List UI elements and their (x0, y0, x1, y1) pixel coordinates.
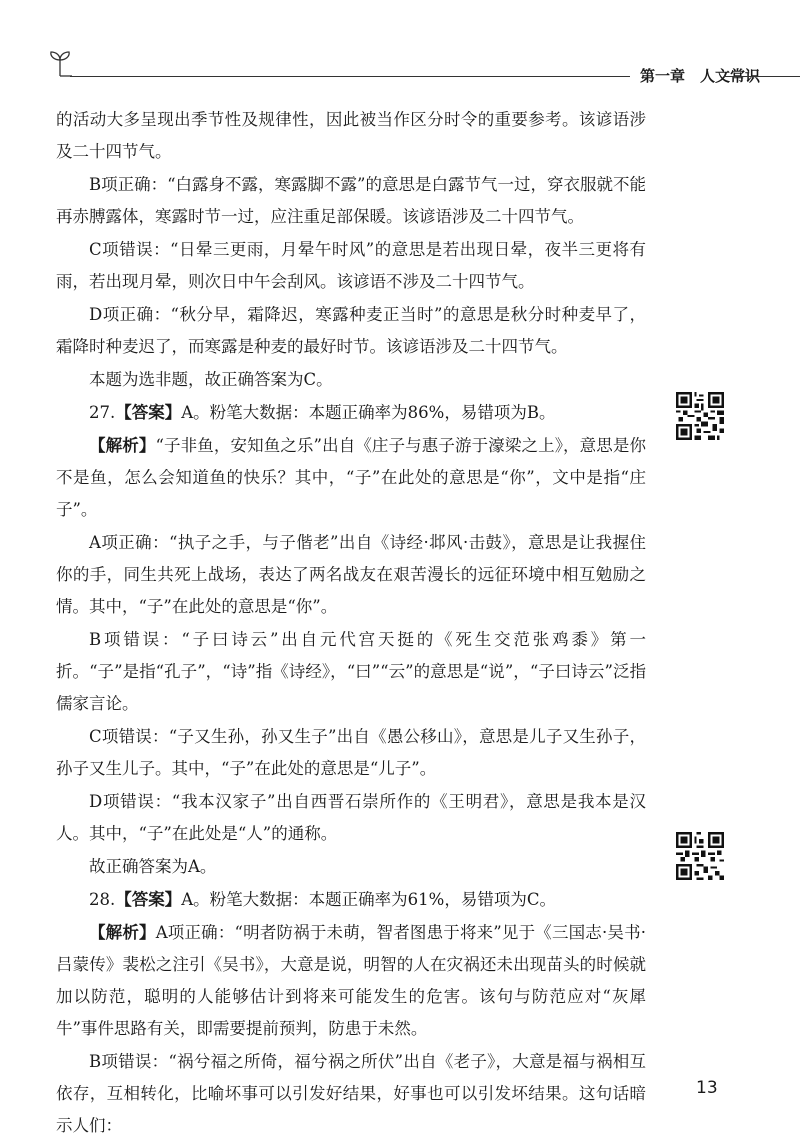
answer-conclusion: 本题为选非题，故正确答案为C。 (89, 370, 333, 389)
option-b-explanation: B项正确：“白露身不露，寒露脚不露”的意思是白露节气一过，穿衣服就不能再赤膊露体，寒露时节一过，应注重足部保暖。该谚语涉及二十四节气。 (56, 175, 646, 226)
q28-answer-tag: 【答案】 (115, 890, 182, 909)
q27-analysis-tag: 【解析】 (89, 436, 156, 455)
header-rule-left (70, 76, 630, 77)
q27-answer-tag: 【答案】 (115, 403, 182, 422)
page-body (56, 104, 646, 1143)
q27-analysis (56, 430, 646, 526)
q28-option-b: B项错误：“祸兮福之所倚，福兮祸之所伏”出自《老子》，大意是福与祸相互依存，互相转化，比喻坏事可以引发好结果，好事也可以引发坏结果。这句话暗示人们： (56, 1052, 646, 1135)
qr-code-icon[interactable] (676, 832, 724, 880)
q27-option-c: C项错误：“子又生孙，孙又生子”出自《愚公移山》，意思是儿子又生孙子，孙子又生儿子。其中，“子”在此处的意思是“儿子”。 (56, 727, 646, 778)
q28-answer: A。粉笔大数据：本题正确率为61%，易错项为C。 (181, 890, 556, 909)
q27-number: 27. (89, 403, 116, 422)
sprout-logo-icon (48, 48, 72, 82)
q27-final-answer: 故正确答案为A。 (89, 857, 217, 876)
q27-answer-line (56, 397, 646, 429)
chapter-title: 第一章 人文常识 (640, 67, 761, 85)
page-header (48, 48, 800, 88)
q27-answer: A。粉笔大数据：本题正确率为86%，易错项为B。 (181, 403, 556, 422)
page-number: 13 (696, 1078, 718, 1098)
q28-analysis (56, 917, 646, 1045)
q28-number: 28. (89, 890, 116, 909)
q28-analysis-text: A项正确：“明者防祸于未萌，智者图患于将来”见于《三国志·吴书·吕蒙传》裴松之注引《吴书》，大意是说，明智的人在灾祸还未出现苗头的时候就加以防范，聪明的人能够估计到将来可能发生的危害。该句与防范应对“灰犀牛”事件思路有关，即需要提前预判，防患于未然。 (56, 923, 647, 1038)
q27-option-d: D项错误：“我本汉家子”出自西晋石崇所作的《王明君》，意思是我本是汉人。其中，“子”在此处是“人”的通称。 (56, 792, 646, 843)
header-rule-right (724, 76, 800, 77)
option-c-explanation: C项错误：“日晕三更雨，月晕午时风”的意思是若出现日晕，夜半三更将有雨，若出现月晕，则次日中午会刮风。该谚语不涉及二十四节气。 (56, 240, 646, 291)
qr-code-icon[interactable] (676, 392, 724, 440)
q27-option-b: B项错误：“子曰诗云”出自元代宫天挺的《死生交范张鸡黍》第一折。“子”是指“孔子”，“诗”指《诗经》，“曰”“云”的意思是“说”，“子曰诗云”泛指儒家言论。 (56, 630, 646, 713)
q27-analysis-text: “子非鱼，安知鱼之乐”出自《庄子与惠子游于濠梁之上》，意思是你不是鱼，怎么会知道鱼的快乐？其中，“子”在此处的意思是“你”，文中是指“庄子”。 (56, 436, 647, 519)
option-d-explanation: D项正确：“秋分早，霜降迟，寒露种麦正当时”的意思是秋分时种麦早了，霜降时种麦迟了，而寒露是种麦的最好时节。该谚语涉及二十四节气。 (56, 305, 646, 356)
q28-analysis-tag: 【解析】 (89, 923, 156, 942)
q27-option-a: A项正确：“执子之手，与子偕老”出自《诗经·邶风·击鼓》，意思是让我握住你的手，同生共死上战场，表达了两名战友在艰苦漫长的远征环境中相互勉励之情。其中，“子”在此处的意思是“你”。 (56, 533, 646, 616)
q28-answer-line (56, 884, 646, 916)
paragraph-continuation: 的活动大多呈现出季节性及规律性，因此被当作区分时令的重要参考。该谚语涉及二十四节气。 (56, 110, 646, 161)
